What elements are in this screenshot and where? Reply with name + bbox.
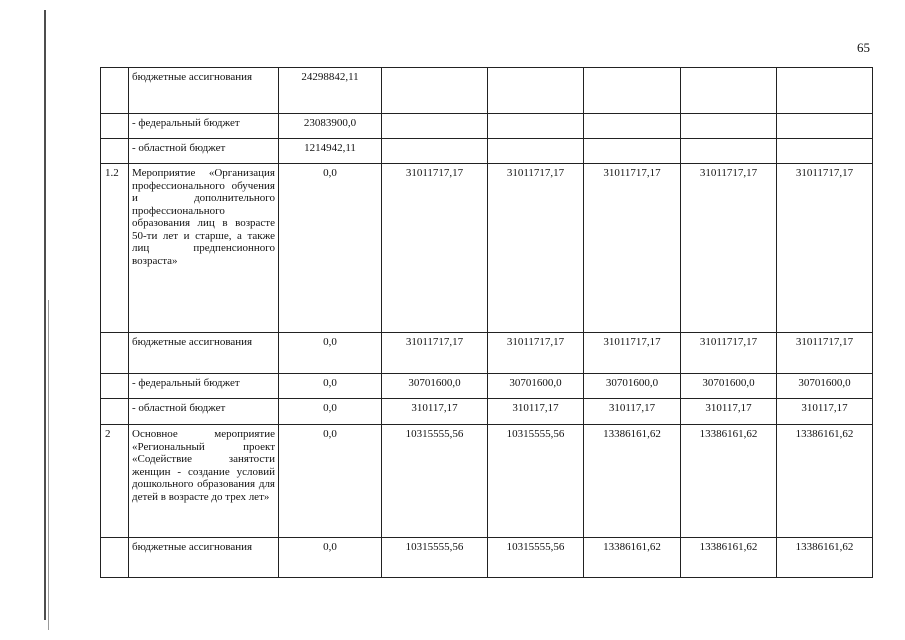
amount-cell: 30701600,0: [777, 374, 873, 399]
amount-cell: 31011717,17: [777, 164, 873, 333]
amount-cell: 310117,17: [681, 399, 777, 425]
page-number: 65: [857, 40, 870, 55]
row-description: - федеральный бюджет: [129, 374, 279, 399]
row-description: Мероприятие «Организация профессионального обучения и дополнительного профессионального образования лиц в возрасте 50-ти лет и старше, а также лиц предпенсионного возраста»: [129, 164, 279, 333]
amount-cell: [681, 139, 777, 164]
row-description: - областной бюджет: [129, 139, 279, 164]
amount-cell: 0,0: [279, 425, 382, 538]
table-row: [101, 538, 873, 578]
amount-cell: 30701600,0: [681, 374, 777, 399]
amount-cell: 310117,17: [777, 399, 873, 425]
table-row: [101, 114, 873, 139]
amount-cell: [488, 68, 584, 114]
amount-cell: 24298842,11: [279, 68, 382, 114]
amount-cell: 310117,17: [584, 399, 681, 425]
scan-margin-line: [44, 10, 46, 620]
amount-cell: 31011717,17: [777, 333, 873, 374]
row-number: [101, 139, 129, 164]
amount-cell: [681, 68, 777, 114]
amount-cell: 13386161,62: [777, 425, 873, 538]
row-description: Основное мероприятие «Региональный проект «Содействие занятости женщин - создание условий дошкольного образования для детей в возрасте до трех лет»: [129, 425, 279, 538]
amount-cell: 13386161,62: [681, 538, 777, 578]
table-row: [101, 139, 873, 164]
amount-cell: 23083900,0: [279, 114, 382, 139]
amount-cell: [681, 114, 777, 139]
row-number: 1.2: [101, 164, 129, 333]
amount-cell: 31011717,17: [584, 164, 681, 333]
row-number: [101, 68, 129, 114]
amount-cell: 31011717,17: [584, 333, 681, 374]
amount-cell: [488, 114, 584, 139]
table-row: [101, 399, 873, 425]
budget-table: [100, 67, 873, 578]
amount-cell: 13386161,62: [584, 425, 681, 538]
amount-cell: 10315555,56: [488, 425, 584, 538]
table-row: [101, 68, 873, 114]
row-number: [101, 374, 129, 399]
amount-cell: 13386161,62: [777, 538, 873, 578]
row-description: - областной бюджет: [129, 399, 279, 425]
row-number: [101, 399, 129, 425]
amount-cell: 10315555,56: [488, 538, 584, 578]
amount-cell: [584, 139, 681, 164]
amount-cell: 0,0: [279, 538, 382, 578]
amount-cell: 31011717,17: [488, 333, 584, 374]
row-description: - федеральный бюджет: [129, 114, 279, 139]
row-description: бюджетные ассигнования: [129, 333, 279, 374]
amount-cell: 0,0: [279, 399, 382, 425]
amount-cell: 310117,17: [382, 399, 488, 425]
amount-cell: [777, 68, 873, 114]
row-number: 2: [101, 425, 129, 538]
amount-cell: 31011717,17: [488, 164, 584, 333]
row-description: бюджетные ассигнования: [129, 538, 279, 578]
amount-cell: 30701600,0: [382, 374, 488, 399]
table-row: [101, 164, 873, 333]
amount-cell: 13386161,62: [584, 538, 681, 578]
amount-cell: 31011717,17: [382, 333, 488, 374]
row-number: [101, 538, 129, 578]
row-number: [101, 333, 129, 374]
row-description: бюджетные ассигнования: [129, 68, 279, 114]
amount-cell: 13386161,62: [681, 425, 777, 538]
amount-cell: 1214942,11: [279, 139, 382, 164]
table-row: [101, 425, 873, 538]
amount-cell: [382, 68, 488, 114]
amount-cell: [382, 114, 488, 139]
amount-cell: 31011717,17: [681, 164, 777, 333]
scan-margin-line: [48, 300, 49, 630]
amount-cell: 30701600,0: [488, 374, 584, 399]
amount-cell: [584, 114, 681, 139]
amount-cell: [584, 68, 681, 114]
amount-cell: [382, 139, 488, 164]
row-number: [101, 114, 129, 139]
table-row: [101, 374, 873, 399]
table-row: [101, 333, 873, 374]
amount-cell: [488, 139, 584, 164]
amount-cell: [777, 139, 873, 164]
amount-cell: 0,0: [279, 164, 382, 333]
amount-cell: 0,0: [279, 333, 382, 374]
amount-cell: 10315555,56: [382, 538, 488, 578]
amount-cell: 30701600,0: [584, 374, 681, 399]
amount-cell: 10315555,56: [382, 425, 488, 538]
amount-cell: [777, 114, 873, 139]
amount-cell: 31011717,17: [681, 333, 777, 374]
amount-cell: 310117,17: [488, 399, 584, 425]
amount-cell: 0,0: [279, 374, 382, 399]
amount-cell: 31011717,17: [382, 164, 488, 333]
